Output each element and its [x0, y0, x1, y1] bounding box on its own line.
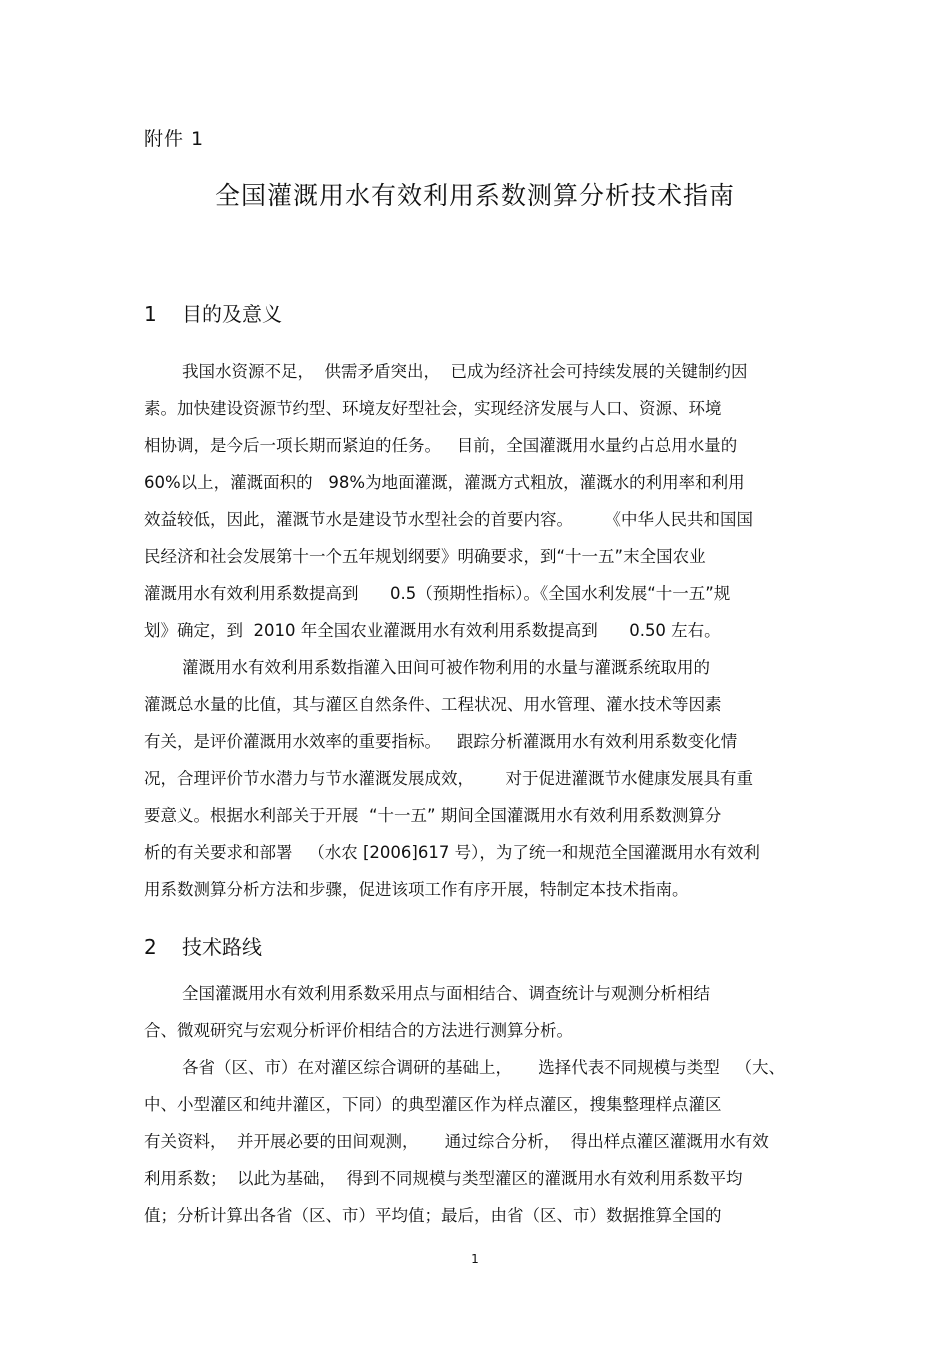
paragraph-line: 有关资料， 并开展必要的田间观测， 通过综合分析， 得出样点灌区灌溉用水有效: [144, 1132, 769, 1151]
section-2-title: 技术路线: [182, 935, 262, 959]
paragraph-line: 60%以上，灌溉面积的 98%为地面灌溉，灌溉方式粗放，灌溉水的利用率和利用: [144, 473, 745, 492]
paragraph-line: 我国水资源不足， 供需矛盾突出， 已成为经济社会可持续发展的关键制约因: [182, 362, 748, 381]
paragraph-line: 有关，是评价灌溉用水效率的重要指标。 跟踪分析灌溉用水有效利用系数变化情: [144, 732, 738, 751]
paragraph-line: 素。加快建设资源节约型、环境友好型社会，实现经济发展与人口、资源、环境: [144, 399, 722, 418]
paragraph-line: 民经济和社会发展第十一个五年规划纲要》明确要求，到“十一五”末全国农业: [144, 547, 706, 566]
section-2-heading: [144, 931, 262, 960]
paragraph-line: 相协调，是今后一项长期而紧迫的任务。 目前，全国灌溉用水量约占总用水量的: [144, 436, 738, 455]
paragraph-line: 析的有关要求和部署 （水农 [2006]617 号），为了统一和规范全国灌溉用水有效利: [144, 843, 760, 862]
paragraph-line: 效益较低，因此，灌溉节水是建设节水型社会的首要内容。 《中华人民共和国国: [144, 510, 753, 529]
paragraph-line: 各省（区、市）在对灌区综合调研的基础上， 选择代表不同规模与类型 （大、: [182, 1058, 785, 1077]
paragraph-line: 利用系数； 以此为基础， 得到不同规模与类型灌区的灌溉用水有效利用系数平均: [144, 1169, 743, 1188]
paragraph-line: 值；分析计算出各省（区、市）平均值；最后，由省（区、市）数据推算全国的: [144, 1206, 722, 1225]
paragraph-line: 用系数测算分析方法和步骤，促进该项工作有序开展，特制定本技术指南。: [144, 880, 689, 899]
paragraph-line: 要意义。根据水利部关于开展 “十一五” 期间全国灌溉用水有效利用系数测算分: [144, 806, 722, 825]
paragraph-line: 中、小型灌区和纯井灌区，下同）的典型灌区作为样点灌区，搜集整理样点灌区: [144, 1095, 722, 1114]
paragraph-line: 合、微观研究与宏观分析评价相结合的方法进行测算分析。: [144, 1021, 573, 1040]
document-title: 全国灌溉用水有效利用系数测算分析技术指南: [214, 181, 735, 210]
page-number: 1: [471, 1252, 479, 1266]
paragraph-line: 灌溉用水有效利用系数提高到 0.5（预期性指标）。《全国水利发展“十一五”规: [144, 584, 731, 603]
section-2-number: 2: [144, 935, 157, 959]
section-1-number: 1: [144, 302, 157, 326]
paragraph-line: 灌溉用水有效利用系数指灌入田间可被作物利用的水量与灌溉系统取用的: [182, 658, 710, 677]
paragraph-line: 全国灌溉用水有效利用系数采用点与面相结合、调查统计与观测分析相结: [182, 984, 710, 1003]
paragraph-line: 况，合理评价节水潜力与节水灌溉发展成效， 对于促进灌溉节水健康发展具有重: [144, 769, 753, 788]
paragraph-line: 灌溉总水量的比值，其与灌区自然条件、工程状况、用水管理、灌水技术等因素: [144, 695, 722, 714]
attachment-label: 附件 1: [144, 128, 205, 150]
section-1-heading: [144, 298, 282, 327]
paragraph-line: 划》确定，到 2010 年全国农业灌溉用水有效利用系数提高到 0.50 左右。: [144, 621, 721, 640]
section-1-title: 目的及意义: [182, 302, 282, 326]
